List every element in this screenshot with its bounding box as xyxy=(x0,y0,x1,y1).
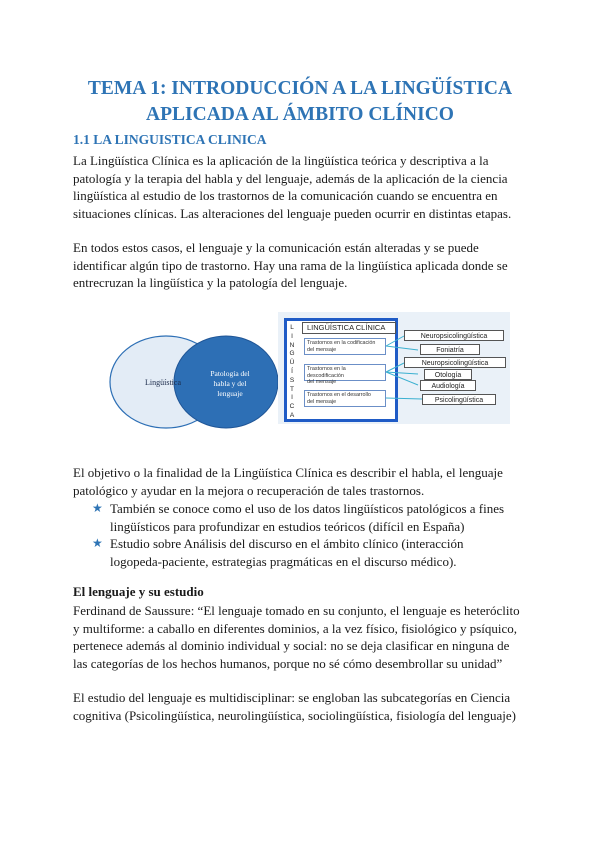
text-line: El objetivo o la finalidad de la Lingüística Clínica es describir el habla, el lenguaje xyxy=(73,465,503,480)
text-line: patológico y ayudar en la mejora o recuperación de tales trastornos. xyxy=(73,482,425,498)
bullet-line: lingüísticos para profundizar en estudios teóricos (difícil en España) xyxy=(110,518,465,534)
text-line: En todos estos casos, el lenguaje y la comunicación están alteradas y se puede xyxy=(73,240,479,255)
second-paragraph xyxy=(73,239,533,292)
saussure-quote xyxy=(73,602,533,672)
text-line: y multiforme: a caballo en diferentes dominios, a la vez físico, fisiológico y psíquico, xyxy=(73,620,518,636)
concept-right-otologia: Otología xyxy=(424,369,472,380)
box-line: Trastornos en la codificación xyxy=(307,340,376,346)
venn-diagram xyxy=(108,330,278,435)
text-line: identificar algún tipo de trastorno. Hay una rama de la lingüística aplicada donde se xyxy=(73,257,508,273)
side-letter: N xyxy=(289,341,295,349)
box-line: del mensaje xyxy=(307,346,337,353)
side-letter: S xyxy=(289,376,295,384)
text-line: cognitiva (Psicolingüística, neurolingüística, sociolingüística, fisiología del lenguaje) xyxy=(73,707,516,723)
side-letter: A xyxy=(289,411,295,419)
text-line: pertenece además al dominio individual y social: no se deja clasificar en ninguna de xyxy=(73,638,510,653)
text-line: situaciones clínicas. Las alteraciones del lenguaje pueden ocurrir en distintas etapas. xyxy=(73,205,512,221)
side-letter: Ü xyxy=(289,359,295,367)
text-line: El estudio del lenguaje es multidisciplinar: se engloban las subcategorías en Ciencia xyxy=(73,690,511,705)
box-line: del mensaje xyxy=(307,379,337,385)
intro-paragraph xyxy=(73,152,533,222)
bullet-line: logopeda-paciente, estrategias pragmáticas en el discurso médico). xyxy=(110,553,457,569)
concept-right-foniatria: Foniatría xyxy=(420,344,480,355)
side-letter: I xyxy=(291,332,293,340)
concept-map xyxy=(278,312,510,424)
concept-right-neuropsicolinguistica-2: Neuropsicolingüística xyxy=(404,357,506,368)
text-line: las categorías de los hechos humanos, porque no sé cómo desembrollar su unidad” xyxy=(73,655,503,671)
text-line: lingüística al estudio de los trastornos de la comunicación cuando se encuentra en xyxy=(73,188,498,203)
side-letter: I xyxy=(291,394,293,402)
list-item xyxy=(92,500,542,535)
text-line: Ferdinand de Saussure: “El lenguaje tomado en su conjunto, el lenguaje es heteróclito xyxy=(73,603,520,618)
star-bullet-icon: ★ xyxy=(92,536,103,550)
page-title xyxy=(60,76,540,128)
bullet-line: También se conoce como el uso de los datos lingüísticos patológicos a fines xyxy=(110,501,505,516)
venn-label-pathology-1: Patología del xyxy=(210,369,250,378)
text-line: patología y la terapia del habla y del lenguaje, además de la aplicación de la ciencia xyxy=(73,170,508,186)
box-line: Trastornos en la descodificación xyxy=(307,366,346,379)
section-heading: 1.1 LA LINGUISTICA CLINICA xyxy=(73,132,267,147)
objective-paragraph xyxy=(73,464,533,499)
side-letter: Í xyxy=(291,367,293,375)
text-line: entrecruzan la lingüística y la patología del lenguaje. xyxy=(73,275,348,290)
text-line: La Lingüística Clínica es la aplicación de la lingüística teórica y descriptiva a la xyxy=(73,153,489,168)
side-letter: L xyxy=(290,324,294,331)
side-letter: T xyxy=(290,385,294,393)
bullet-line: Estudio sobre Análisis del discurso en el ámbito clínico (interacción xyxy=(110,536,464,551)
concept-map-header: LINGÜÍSTICA CLÍNICA xyxy=(302,322,396,334)
concept-right-audiologia: Audiología xyxy=(420,380,476,391)
concept-right-psicolinguistica: Psicolingüística xyxy=(422,394,496,405)
venn-label-pathology-2: habla y del xyxy=(213,379,247,388)
box-line: Trastornos en el desarrollo xyxy=(307,392,371,398)
side-letter: G xyxy=(289,350,295,358)
multidisciplinary-paragraph xyxy=(73,689,533,724)
concept-right-neuropsicolinguistica: Neuropsicolingüística xyxy=(404,330,504,341)
star-bullet-icon: ★ xyxy=(92,501,103,515)
venn-label-linguistics: Lingüística xyxy=(145,378,181,387)
side-letter: C xyxy=(289,403,295,411)
subsection-heading: El lenguaje y su estudio xyxy=(73,584,204,599)
venn-label-pathology-3: lenguaje xyxy=(217,389,243,398)
bullet-list xyxy=(92,500,542,570)
box-line: del mensaje xyxy=(307,398,337,405)
title-line-2: APLICADA AL ÁMBITO CLÍNICO xyxy=(146,104,454,125)
title-line-1: TEMA 1: INTRODUCCIÓN A LA LINGÜÍSTICA xyxy=(87,78,513,99)
list-item xyxy=(92,535,542,570)
